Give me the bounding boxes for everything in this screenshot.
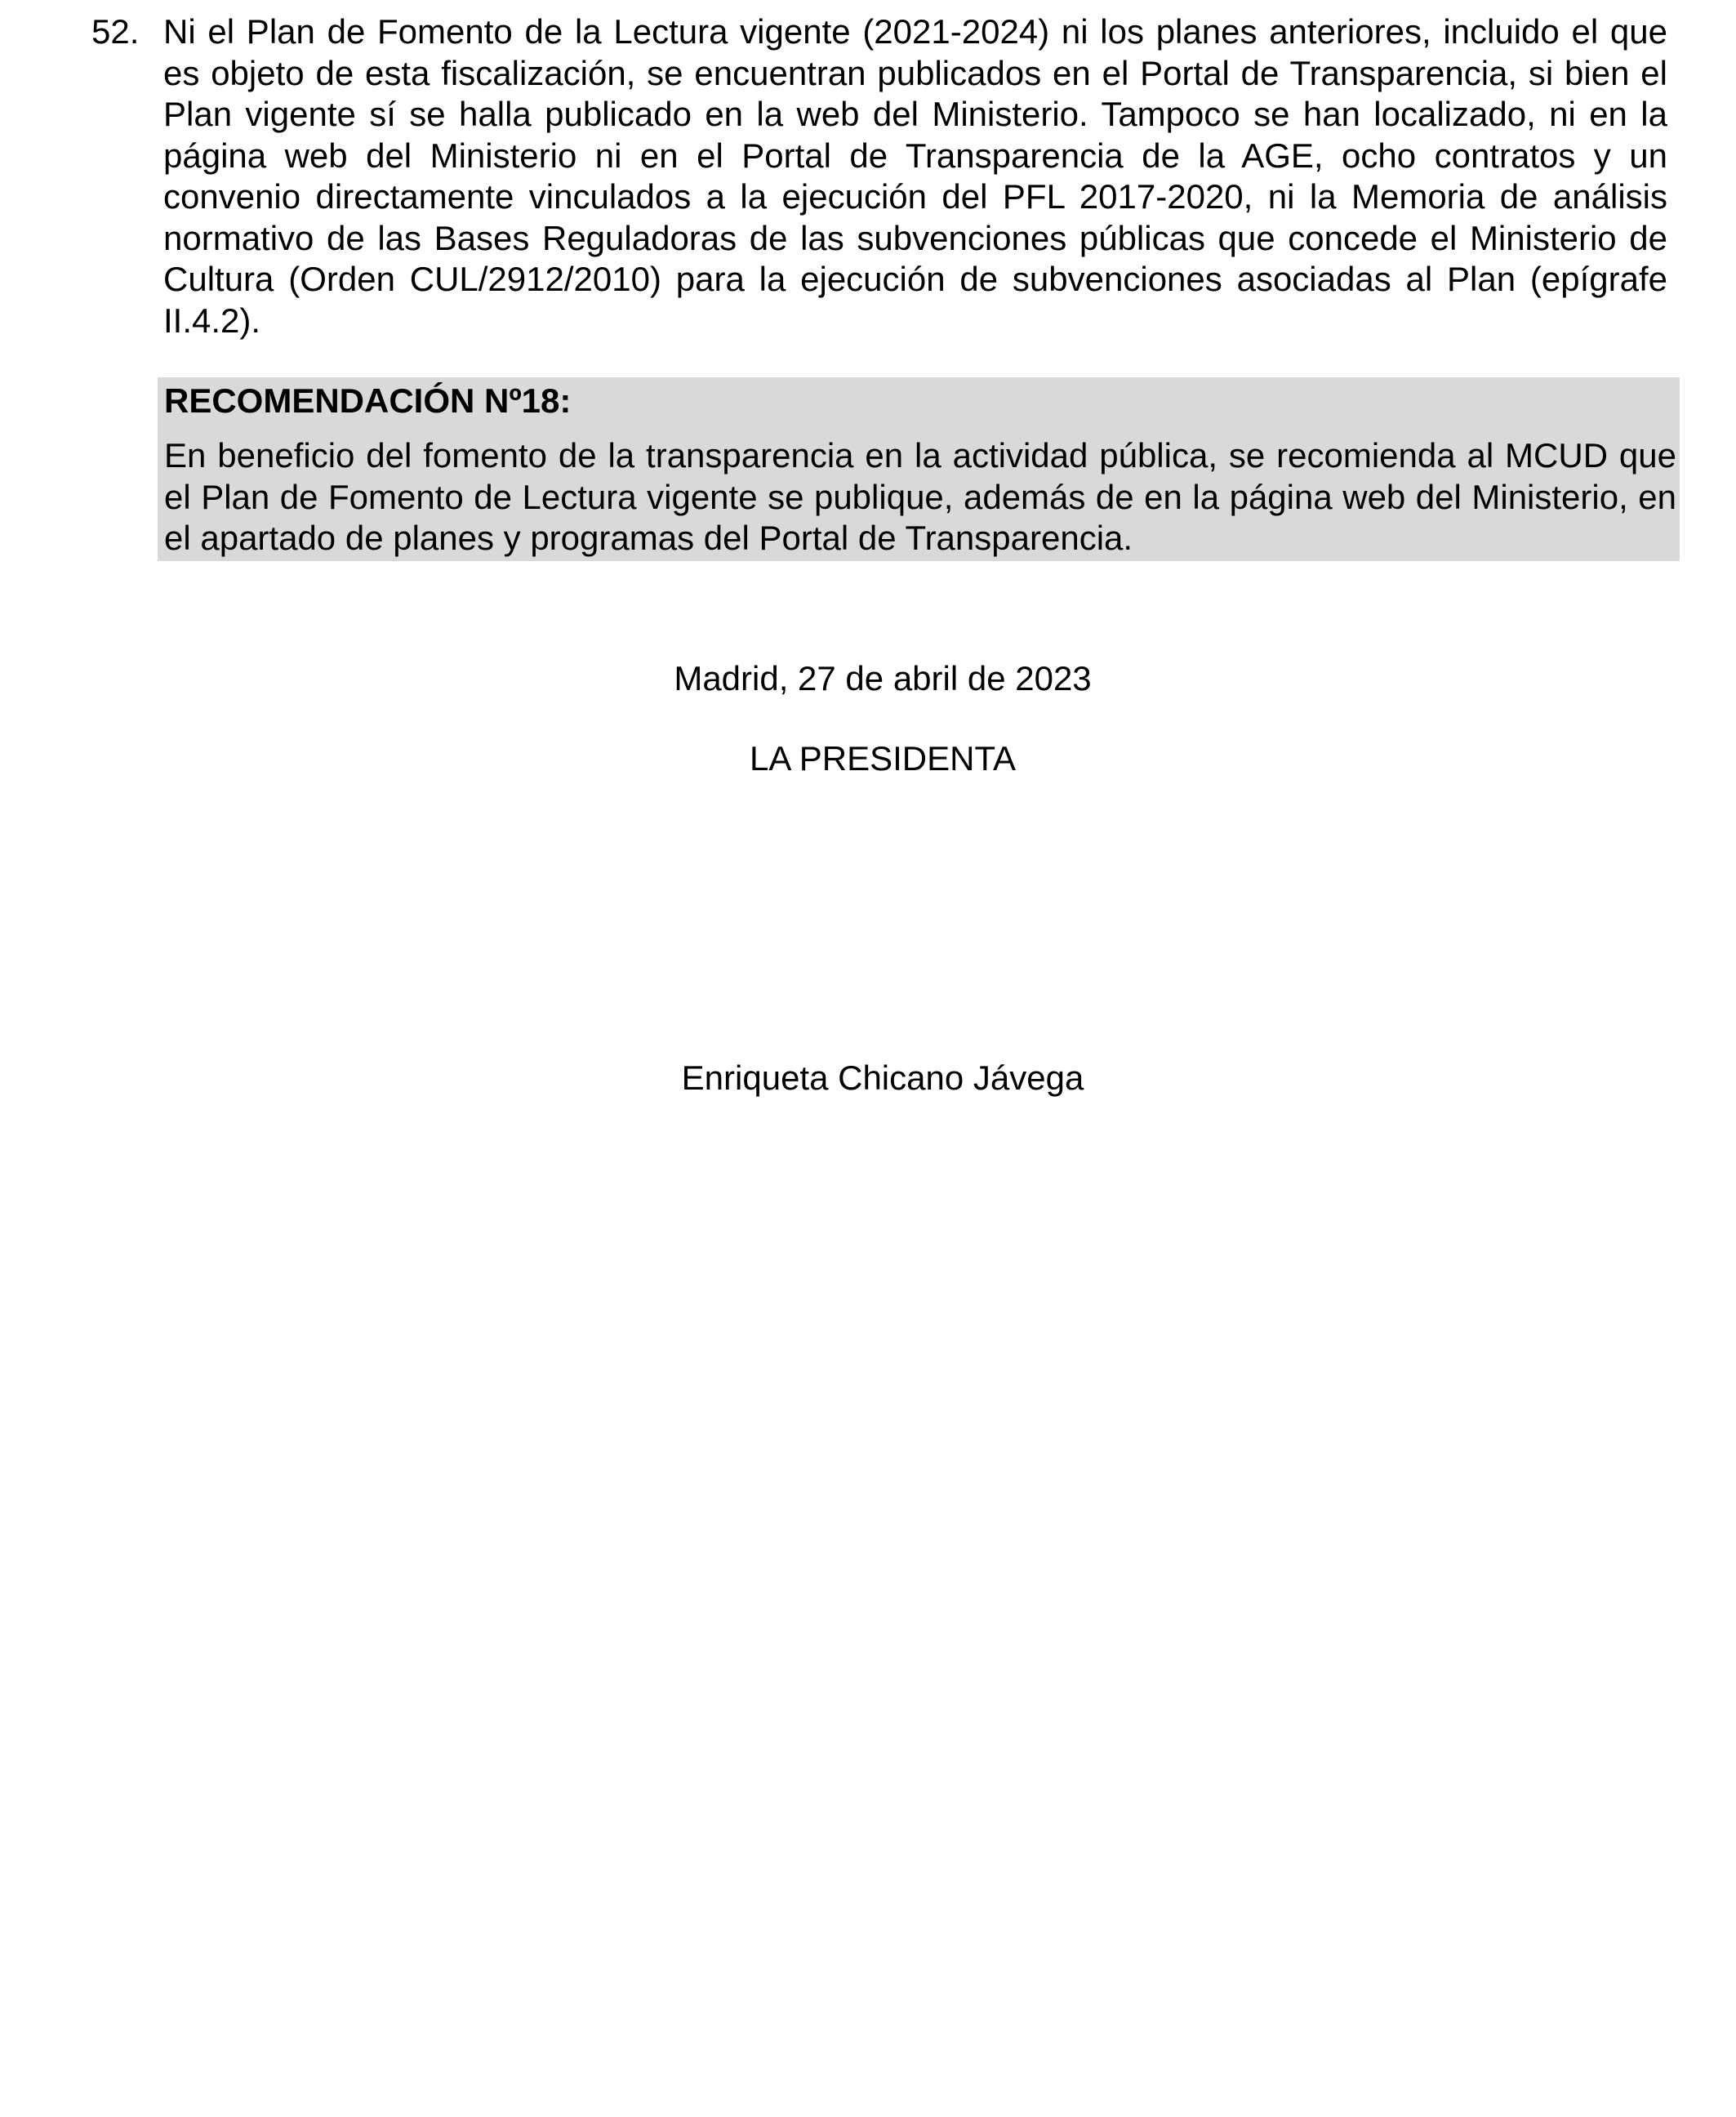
recommendation-title: RECOMENDACIÓN Nº18: — [164, 381, 572, 420]
recommendation-box — [158, 377, 1680, 561]
paragraph-number: 52. — [91, 12, 140, 51]
place-date: Madrid, 27 de abril de 2023 — [674, 659, 1092, 697]
signatory-role: LA PRESIDENTA — [750, 739, 1016, 778]
paragraph-text: Ni el Plan de Fomento de la Lectura vigente (2021-2024) ni los planes anteriores, incluido el que es objeto de esta fiscalización, se encuentran publicados en el Portal de Transparencia, si bien el Plan vigente sí se halla publicado en la web del Ministerio. Tampoco se han localizado, ni en la página web del Ministerio ni en el Portal de Transparencia de la AGE, ocho contratos y un convenio directamente vinculados a la ejecución del PFL 2017-2020, ni la Memoria de análisis normativo de las Bases Reguladoras de las subvenciones públicas que concede el Ministerio de Cultura (Orden CUL/2912/2010) para la ejecución de subvenciones asociadas al Plan (epígrafe II.4.2). — [163, 12, 1667, 340]
recommendation-text: En beneficio del fomento de la transparencia en la actividad pública, se recomienda al MCUD que el Plan de Fomento de Lectura vigente se publique, además de en la página web del Ministerio, en el apartado de planes y programas del Portal de Transparencia. — [164, 436, 1676, 557]
signatory-name: Enriqueta Chicano Jávega — [681, 1058, 1084, 1097]
